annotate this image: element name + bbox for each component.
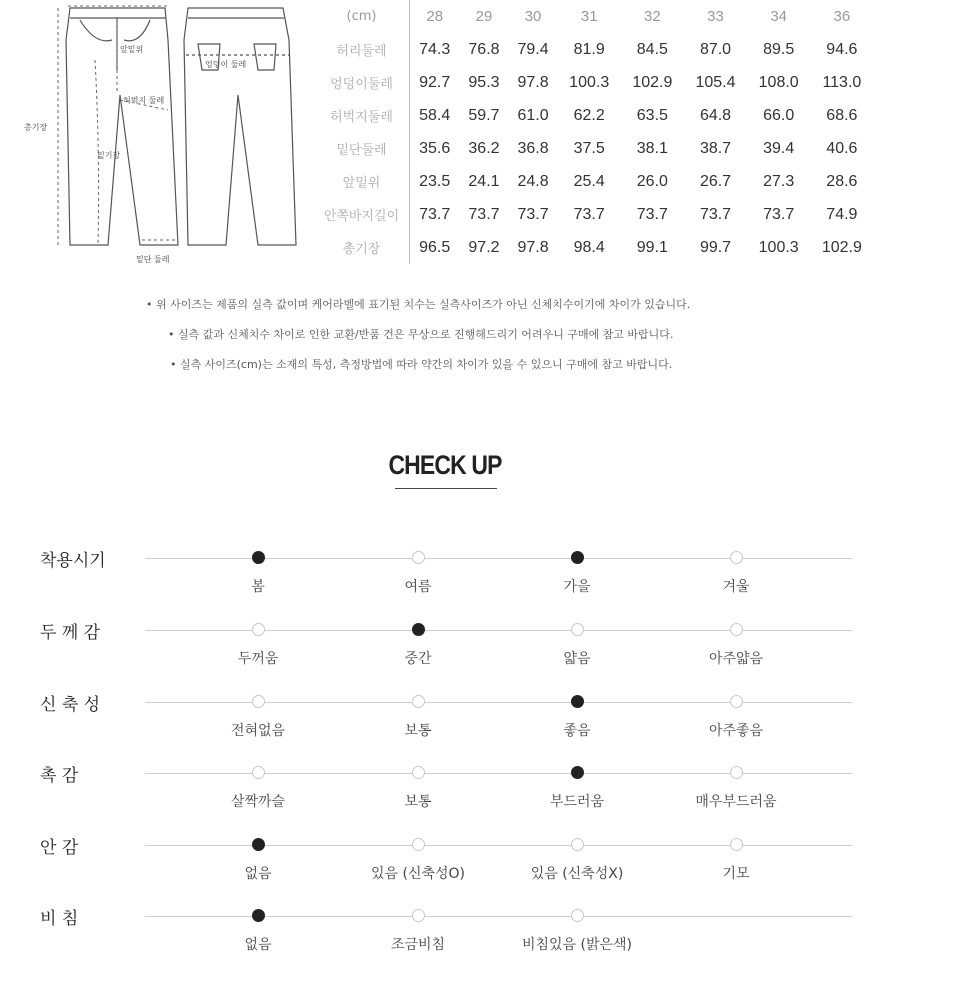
unit-label: (cm) [314,0,410,33]
unselected-dot-icon [252,623,265,636]
measurement-value: 25.4 [573,172,605,190]
measurement-label: 밑단둘레 [314,132,410,165]
check-up-option: 부드러움 [549,794,605,810]
check-up-row [0,838,980,915]
check-up-option: 기모 [722,866,750,882]
diagram-label-total-length: 총기장 [24,123,48,132]
unselected-dot-icon [571,623,584,636]
measurement-value: 97.2 [468,238,500,256]
measurement-label: 안쪽바지길이 [314,198,410,231]
diagram-label-hip: 엉덩이 둘레 [205,60,247,69]
check-up-option: 보통 [404,723,432,739]
measurement-value: 59.7 [468,106,500,124]
measurement-value: 73.7 [419,205,451,223]
check-up-row-label: 촉 감 [40,766,79,786]
measurement-value: 73.7 [468,205,500,223]
measurement-value: 73.7 [636,205,668,223]
measurement-value: 100.3 [569,73,610,91]
measurement-value: 94.6 [826,40,858,58]
selected-dot-icon [252,838,265,851]
measurement-value: 24.8 [517,172,549,190]
note-line: • 실측 값과 신체치수 차이로 인한 교환/반품 건은 무상으로 진행해드리기 어려우니 구매에 참고 바랍니다. [168,328,674,341]
unselected-dot-icon [571,838,584,851]
unselected-dot-icon [730,766,743,779]
check-up-row [0,766,980,843]
pants-measurement-diagram [0,0,310,270]
check-up-row [0,551,980,628]
diagram-label-thigh: 허벅지 둘레 [123,96,165,105]
unselected-dot-icon [252,695,265,708]
check-up-option: 비침있음 (밝은색) [521,937,633,953]
measurement-label: 앞밑위 [314,165,410,198]
measurement-value: 97.8 [517,238,549,256]
measurement-value: 73.7 [517,205,549,223]
unselected-dot-icon [730,695,743,708]
measurement-value: 73.7 [699,205,732,223]
note-line: • 위 사이즈는 제품의 실측 값이며 케어라벨에 표기된 치수는 실측사이즈가 아닌 신체치수이기에 차이가 있습니다. [146,298,691,311]
check-up-row [0,623,980,700]
selected-dot-icon [571,551,584,564]
size-header: 31 [580,8,598,25]
measurement-value: 98.4 [573,238,605,256]
check-up-row-label: 신 축 성 [40,695,101,715]
unselected-dot-icon [412,766,425,779]
selected-dot-icon [252,551,265,564]
measurement-value: 76.8 [468,40,500,58]
front-pants-icon [66,8,178,245]
check-up-option: 가을 [563,579,591,595]
unselected-dot-icon [412,909,425,922]
check-up-row-label: 착용시기 [40,551,106,571]
unselected-dot-icon [730,551,743,564]
measurement-value: 73.7 [763,205,795,223]
size-table [314,0,874,264]
check-up-option: 없음 [244,866,272,882]
measurement-value: 87.0 [699,40,732,58]
measurement-value: 66.0 [763,106,795,124]
check-up-option: 아주좋음 [708,723,764,739]
measurement-label: 허벅지둘레 [314,99,410,132]
measurement-value: 84.5 [636,40,668,58]
size-row [314,66,874,99]
measurement-value: 73.7 [573,205,605,223]
back-pants-icon [184,8,296,245]
check-up-option: 조금비침 [390,937,446,953]
measurement-value: 37.5 [573,139,605,157]
check-up-row [0,695,980,772]
check-up-row-label: 두 께 감 [40,623,101,643]
check-up-option: 보통 [404,794,432,810]
measurement-value: 64.8 [699,106,732,124]
measurement-value: 36.2 [468,139,500,157]
diagram-label-front-rise: 앞밑위 [120,45,144,54]
diagram-label-hem: 밑단 둘레 [136,255,170,264]
unselected-dot-icon [730,623,743,636]
check-up-option: 얇음 [563,651,591,667]
measurement-value: 95.3 [468,73,500,91]
size-row [314,33,874,66]
measurement-value: 24.1 [468,172,500,190]
measurement-value: 96.5 [419,238,451,256]
size-row [314,165,874,198]
check-up-option: 전혀없음 [230,723,286,739]
selected-dot-icon [412,623,425,636]
check-up-option: 여름 [404,579,432,595]
unselected-dot-icon [412,551,425,564]
measurement-value: 89.5 [763,40,795,58]
measurement-value: 102.9 [821,238,862,256]
measurement-value: 38.7 [699,139,732,157]
measurement-value: 58.4 [419,106,451,124]
check-up-row-label: 비 침 [40,909,79,929]
check-up-option: 중간 [404,651,432,667]
check-up-row [0,909,980,986]
unselected-dot-icon [730,838,743,851]
measurement-value: 62.2 [573,106,605,124]
measurement-value: 68.6 [826,106,858,124]
check-up-option: 매우부드러움 [695,794,777,810]
size-header: 36 [833,8,851,25]
check-up-underline [395,488,497,489]
check-up-option: 겨울 [722,579,750,595]
measurement-value: 99.7 [699,238,732,256]
size-header: 28 [426,8,444,25]
check-up-option: 없음 [244,937,272,953]
check-up-title: CHECK UP [388,450,502,480]
size-header: 34 [770,8,788,25]
unselected-dot-icon [252,766,265,779]
measurement-value: 35.6 [419,139,451,157]
measurement-value: 113.0 [822,73,862,91]
check-up-option: 아주얇음 [708,651,764,667]
measurement-value: 28.6 [826,172,858,190]
check-up-option: 있음 (신축성X) [530,866,624,882]
unselected-dot-icon [571,909,584,922]
measurement-value: 40.6 [826,139,858,157]
note-line: • 실측 사이즈(cm)는 소재의 특성, 측정방법에 따라 약간의 차이가 있을 수 있으니 구매에 참고 바랍니다. [170,358,673,371]
size-row [314,231,874,264]
size-row [314,132,874,165]
measurement-value: 81.9 [573,40,605,58]
measurement-value: 39.4 [763,139,795,157]
selected-dot-icon [571,766,584,779]
size-table-header [314,0,874,33]
measurement-value: 105.4 [695,73,736,91]
measurement-label: 엉덩이둘레 [314,66,410,99]
measurement-value: 74.9 [826,205,858,223]
diagram-label-rise-length: 밑기장 [97,151,121,160]
measurement-value: 26.0 [636,172,668,190]
check-up-option: 살짝까슬 [230,794,286,810]
measurement-value: 102.9 [632,73,673,91]
check-up-option: 두꺼움 [237,651,279,667]
check-up-option: 봄 [251,579,265,595]
measurement-value: 26.7 [699,172,732,190]
measurement-value: 79.4 [517,40,549,58]
measurement-label: 허리둘레 [314,33,410,66]
check-up-option: 있음 (신축성O) [370,866,465,882]
selected-dot-icon [571,695,584,708]
size-header: 30 [524,8,542,25]
check-up-option: 좋음 [563,723,591,739]
measurement-value: 63.5 [636,106,668,124]
size-row [314,198,874,231]
measurement-value: 92.7 [419,73,451,91]
measurement-value: 99.1 [636,238,668,256]
measurement-label: 총기장 [314,231,410,264]
measurement-value: 74.3 [419,40,451,58]
measurement-value: 38.1 [636,139,668,157]
unselected-dot-icon [412,695,425,708]
size-table-body [314,33,874,264]
size-header: 32 [644,8,661,25]
size-row [314,99,874,132]
size-header: 29 [475,8,493,25]
measurement-value: 97.8 [517,73,549,91]
measurement-value: 23.5 [419,172,451,190]
check-up-row-label: 안 감 [40,838,79,858]
measurement-value: 27.3 [763,172,795,190]
measurement-value: 100.3 [758,238,799,256]
measurement-value: 36.8 [517,139,549,157]
measurement-value: 108.0 [758,73,799,91]
selected-dot-icon [252,909,265,922]
measurement-value: 61.0 [517,106,549,124]
unselected-dot-icon [412,838,425,851]
size-header: 33 [707,8,724,25]
